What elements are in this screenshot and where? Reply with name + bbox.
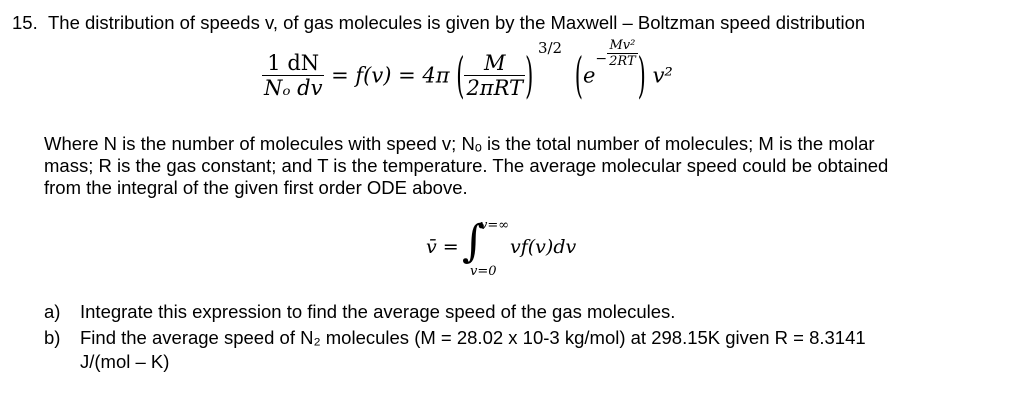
- item-b-text-line-2: J/(mol – K): [80, 351, 170, 372]
- item-b-text-line-1: Find the average speed of N₂ molecules (M = 28.02 x 10-3 kg/mol) at 298.15K given R = 8.3141: [80, 327, 866, 348]
- item-a-label: a): [44, 301, 61, 322]
- exp-fraction: [607, 38, 638, 69]
- mass-fraction: [464, 51, 525, 100]
- paragraph-line-1: Where N is the number of molecules with speed v; Nₒ is the total number of molecules; M is the molar: [44, 133, 875, 154]
- lhs-denominator: Nₒ dv: [264, 76, 323, 100]
- exp-denominator: 2RT: [609, 54, 636, 69]
- integrand: vf(v)dv: [510, 236, 577, 258]
- problem-number: 15.: [12, 12, 38, 33]
- lhs-fraction: [262, 51, 324, 100]
- maxwell-equation: [262, 38, 673, 104]
- problem-intro: The distribution of speeds v, of gas molecules is given by the Maxwell – Boltzman speed distribution: [48, 12, 866, 33]
- integral-lower-limit: v=0: [470, 264, 497, 279]
- right-paren: ): [525, 47, 534, 104]
- exponent-three-halves: 3/2: [537, 39, 563, 57]
- exp-left-paren: (: [574, 47, 583, 104]
- item-b-label: b): [44, 327, 61, 348]
- left-paren: (: [456, 47, 465, 104]
- function-expression: = f(v) = 4π: [331, 63, 450, 88]
- integral-sign: ∫: [462, 216, 485, 267]
- euler-e: e: [582, 63, 596, 88]
- mass-denominator: 2πRT: [466, 76, 524, 100]
- average-speed-lhs: v̄ =: [426, 236, 459, 258]
- paragraph-line-3: from the integral of the given first order ODE above.: [44, 177, 468, 198]
- velocity-squared: v²: [652, 63, 673, 88]
- exp-numerator: Mv²: [607, 38, 638, 54]
- item-a-text: Integrate this expression to find the average speed of the gas molecules.: [80, 301, 676, 322]
- exp-right-paren: ): [637, 47, 646, 104]
- exp-minus: −: [595, 51, 608, 67]
- integral-upper-limit: v=∞: [480, 218, 510, 233]
- paragraph-line-2: mass; R is the gas constant; and T is the temperature. The average molecular speed could be obtained: [44, 155, 889, 176]
- mass-numerator: M: [464, 51, 525, 76]
- lhs-numerator: 1 dN: [262, 51, 324, 76]
